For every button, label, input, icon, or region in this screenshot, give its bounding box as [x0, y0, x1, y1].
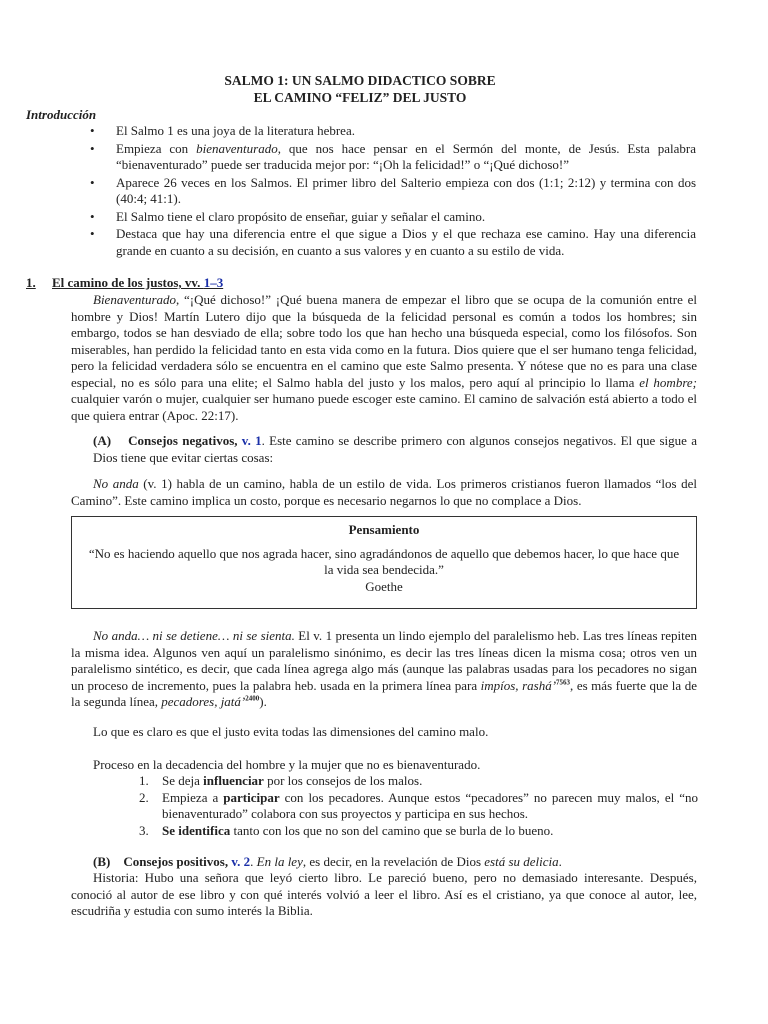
- thought-box-author: Goethe: [365, 578, 403, 594]
- italic-term: No anda: [93, 476, 139, 491]
- strong-number: 7563: [556, 678, 571, 687]
- section1-ref-link[interactable]: 1–3: [203, 275, 224, 290]
- document-title-line1: SALMO 1: UN SALMO DIDACTICO SOBRE: [224, 73, 496, 88]
- italic-term: En la ley: [256, 854, 303, 869]
- intro-heading: Introducción: [26, 107, 97, 122]
- intro-bullet-list: [96, 123, 696, 260]
- section1-number: 1.: [26, 275, 36, 290]
- thought-box-quote: “No es haciendo aquello que nos agrada hacer, sino agradándonos de aquello que debemos hacer, lo que hace que la vida sea bendecida.”: [88, 545, 680, 577]
- intro-bullet-1: • El Salmo 1 es una joya de la literatura hebrea.: [96, 123, 696, 140]
- italic-term: impíos, rashá’: [480, 677, 557, 693]
- subsection-b-ref-link[interactable]: v. 2: [231, 854, 251, 869]
- subsection-b-label: (B): [93, 854, 111, 869]
- section1-paragraph-4: Lo que es claro es que el justo evita todas las dimensiones del camino malo.: [93, 724, 489, 739]
- section1-heading: [26, 275, 223, 292]
- section1-title: El camino de los justos, vv.: [52, 275, 204, 290]
- thought-box: [71, 516, 697, 609]
- subsection-b: (B) Consejos positivos, v. 2. En la ley, es decir, en la revelación de Dios está su delicia.: [93, 854, 562, 869]
- thought-box-heading: Pensamiento: [348, 522, 420, 537]
- strong-number: 2400: [245, 694, 260, 703]
- decadence-step-2: 2. Empieza a participar con los pecadores. Aunque estos “pecadores” no parecen muy malos, el “no bienaventurado” colabora con sus proyectos y participa en sus hechos.: [139, 789, 698, 821]
- italic-term: bienaventurado: [196, 140, 278, 156]
- intro-bullet-5: • Destaca que hay una diferencia entre el que sigue a Dios y el que rechaza ese camino. Hay una diferencia grande en cuanto a su decisión, en cuanto a sus valores y en cuanto a su estilo de vida.: [96, 226, 696, 259]
- decadence-step-3: 3. Se identifica tanto con los que no son del camino que se burla de lo bueno.: [139, 822, 554, 838]
- section1-paragraph-6: Historia: Hubo una señora que leyó cierto libro. Le pareció bueno, pero no demasiado interesante. Después, conoció al autor de ese libro y con qué interés volvió a leer el libro. Así es el cristiano, ya que conoce al autor, lee, escudriña y estudia con sumo interés la Biblia.: [71, 870, 697, 918]
- italic-term: pecadores, jatá’: [161, 694, 246, 709]
- italic-term: No anda… ni se detiene… ni se sienta.: [93, 628, 295, 643]
- document-title-line2: EL CAMINO “FELIZ” DEL JUSTO: [253, 90, 467, 105]
- italic-term: está su delicia: [484, 854, 559, 869]
- intro-bullet-3: • Aparece 26 veces en los Salmos. El primer libro del Salterio empieza con dos (1:1; 2:12) y termina con dos (40:4; 41:1).: [96, 175, 696, 208]
- subsection-a-label: (A): [93, 433, 112, 448]
- section1-paragraph-5: Proceso en la decadencia del hombre y la mujer que no es bienaventurado.: [93, 757, 481, 772]
- decadence-step-1: 1. Se deja influenciar por los consejos de los malos.: [139, 773, 423, 788]
- subsection-b-title: Consejos positivos,: [123, 854, 232, 869]
- intro-bullet-2: • Empieza con bienaventurado, que nos hace pensar en el Sermón del monte, de Jesús. Esta palabra “bienaventurado” puede ser traducida mejor por: “¡Oh la felicidad!” o “¡Qué dichoso!”: [96, 141, 696, 174]
- section1-paragraph-2: No anda (v. 1) habla de un camino, habla de un estilo de vida. Los primeros cristianos fueron llamados “los del Camino”. Este camino implica un costo, porque es necesario negarnos lo que no complace a Dios.: [71, 476, 697, 508]
- subsection-a-title: Consejos negativos,: [128, 433, 242, 448]
- decadence-steps-list: [133, 773, 698, 839]
- subsection-a-ref-link[interactable]: v. 1: [241, 433, 262, 448]
- italic-term: Bienaventurado: [93, 292, 177, 307]
- intro-bullet-4: • El Salmo tiene el claro propósito de enseñar, guiar y señalar el camino.: [96, 209, 696, 226]
- subsection-a: (A) Consejos negativos, v. 1. Este camino se describe primero con algunos consejos negativos. El que sigue a Dios tiene que evitar ciertas cosas:: [93, 433, 697, 465]
- section1-paragraph-1: Bienaventurado, “¡Qué dichoso!” ¡Qué buena manera de empezar el libro que se ocupa de la comunión entre el hombre y Dios! Martín Lutero dijo que la búsqueda de la felicidad personal es común a todos los hombres; sin embargo, todos se han desviado de ella; sobre todo los que han hecho una búsqueda especial, como los filósofos. Son miserables, han perdido la felicidad tanto en esta vida como en la futura. Dios quiere que el ser humano tenga felicidad, pero la felicidad verdadera sólo se encuentra en el camino que este Salmo presenta. Y nótese que no es para una clase especial, no es sólo para una elite; el Salmo habla del justo y los malos, pero aquí al principio lo llama el hombre; cualquier varón o mujer, cualquier ser humano puede escoger este camino. El camino de salvación está abierto a todo el que quiera entrar (Apoc. 22:17).: [71, 292, 697, 423]
- section1-paragraph-3: No anda… ni se detiene… ni se sienta. El v. 1 presenta un lindo ejemplo del paralelismo heb. Las tres líneas repiten la misma idea. Algunos ven aquí un paralelismo sinónimo, es decir las tres líneas dicen la misma cosa; otros ven un paralelismo sintético, es decir, que cada línea agrega algo más (aunque las palabras usadas para los pecadores no sigan un proceso de incremento, pues la palabra heb. usada en la primera línea para impíos, rashá’$^{7563}$, es más fuerte que la de la segunda línea, pecadores, jatá’$^{2400}$).: [71, 628, 698, 709]
- italic-term: el hombre;: [639, 374, 697, 390]
